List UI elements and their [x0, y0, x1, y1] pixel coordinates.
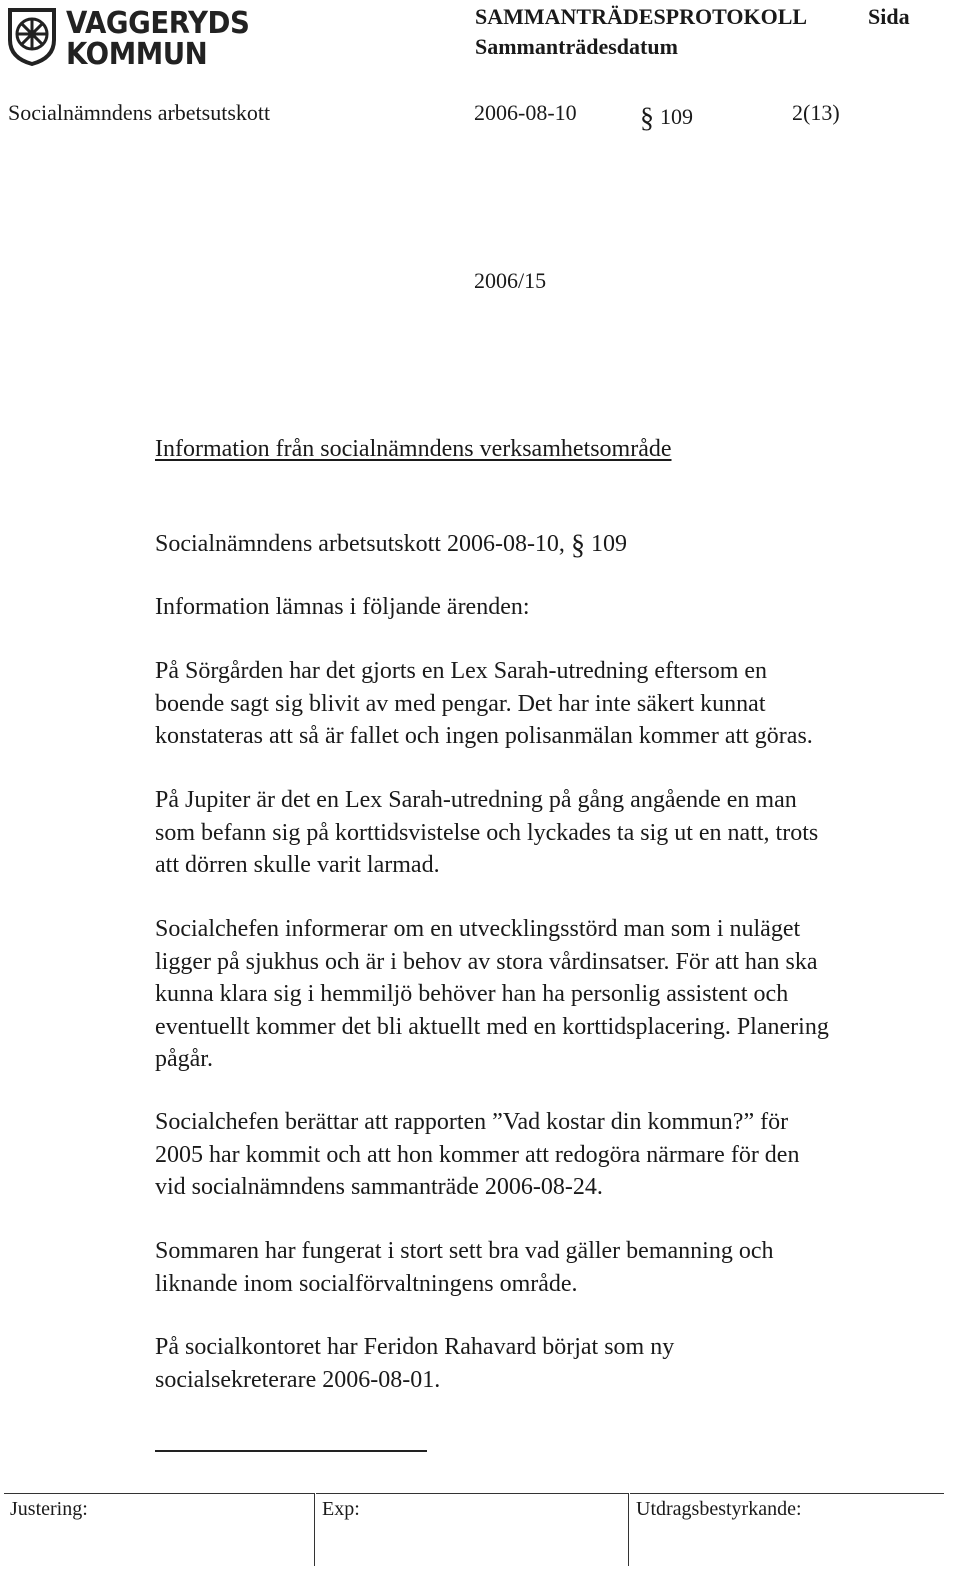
paragraph-line: Socialchefen informerar om en utvecklingsstörd man som i nuläget	[155, 916, 801, 942]
paragraph-line: eventuellt kommer det bli aktuellt med en korttidsplacering. Planering	[155, 1013, 829, 1040]
paragraph-line: socialsekreterare 2006-08-01.	[155, 1366, 441, 1393]
paragraph-line: ligger på sjukhus och är i behov av stora vårdinsatser. För att han ska	[155, 948, 818, 975]
reference-paragraph: 109	[590, 531, 627, 557]
footer-exp-label: Exp:	[322, 1498, 360, 1520]
paragraph-line: kunna klara sig i hemmiljö behöver han ha personlig assistent och	[155, 981, 789, 1007]
paragraph-line: Sommaren har fungerat i stort sett bra vad gäller bemanning och	[155, 1238, 774, 1264]
paragraph-line: boende sagt sig blivit av med pengar. Det har inte säkert kunnat	[155, 690, 766, 717]
reference-text: Socialnämndens arbetsutskott 2006-08-10,	[155, 531, 565, 557]
paragraph-new-staff	[155, 1331, 945, 1396]
paragraph-line: som befann sig på korttidsvistelse och lyckades ta sig ut en natt, trots	[155, 819, 819, 846]
paragraph-line: På Jupiter är det en Lex Sarah-utredning på gång angående en man	[155, 787, 797, 813]
intro-text: Information lämnas i följande ärenden:	[155, 594, 530, 620]
footer-utdrag-box	[630, 1493, 944, 1566]
paragraph-line: vid socialnämndens sammanträde 2006-08-24.	[155, 1174, 603, 1200]
section-heading: Information från socialnämndens verksamhetsområde	[155, 436, 672, 462]
footer-justering-label: Justering:	[10, 1498, 88, 1520]
paragraph-line: pågår.	[155, 1046, 213, 1072]
committee-name: Socialnämndens arbetsutskott	[8, 100, 271, 125]
paragraph-value: 109	[660, 104, 693, 129]
paragraph-sorgarden	[155, 655, 945, 753]
paragraph-number	[640, 100, 693, 132]
footer-exp-box	[316, 1493, 629, 1566]
paragraph-summer	[155, 1235, 945, 1300]
paragraph-socialchef-assistance	[155, 913, 945, 1076]
case-number: 2006/15	[474, 268, 547, 293]
reference-line	[155, 527, 945, 561]
paragraph-line: På Sörgården har det gjorts en Lex Sarah-utredning eftersom en	[155, 658, 768, 684]
paragraph-line: 2005 har kommit och att hon kommer att redogöra närmare för den	[155, 1141, 800, 1168]
municipality-name-line2: KOMMUN	[66, 37, 208, 72]
paragraph-line: Socialchefen berättar att rapporten ”Vad kostar din kommun?” för	[155, 1109, 789, 1135]
page-label: Sida	[868, 4, 910, 29]
footer	[0, 1493, 944, 1567]
footer-justering-box	[4, 1493, 315, 1566]
municipality-wordmark	[66, 8, 249, 70]
paragraph-line: På socialkontoret har Feridon Rahavard börjat som ny	[155, 1334, 675, 1360]
paragraph-line: konstateras att så är fallet och ingen polisanmälan kommer att göras.	[155, 723, 813, 749]
municipality-name-line1: VAGGERYDS	[66, 6, 250, 41]
municipality-emblem-icon	[4, 6, 60, 66]
paragraph-symbol: §	[640, 103, 654, 134]
paragraph-line: att dörren skulle varit larmad.	[155, 852, 440, 878]
paragraph-report	[155, 1106, 945, 1204]
footer-utdrag-label: Utdragsbestyrkande:	[636, 1498, 802, 1520]
date-label: Sammanträdesdatum	[475, 34, 678, 59]
document-type: SAMMANTRÄDESPROTOKOLL	[475, 4, 808, 29]
paragraph-jupiter	[155, 784, 945, 882]
signature-line	[155, 1450, 427, 1452]
meeting-date: 2006-08-10	[474, 100, 577, 125]
reference-paragraph-symbol: §	[570, 530, 585, 561]
page-number: 2(13)	[792, 100, 840, 125]
paragraph-line: liknande inom socialförvaltningens område.	[155, 1270, 578, 1297]
municipality-logo	[4, 6, 250, 72]
